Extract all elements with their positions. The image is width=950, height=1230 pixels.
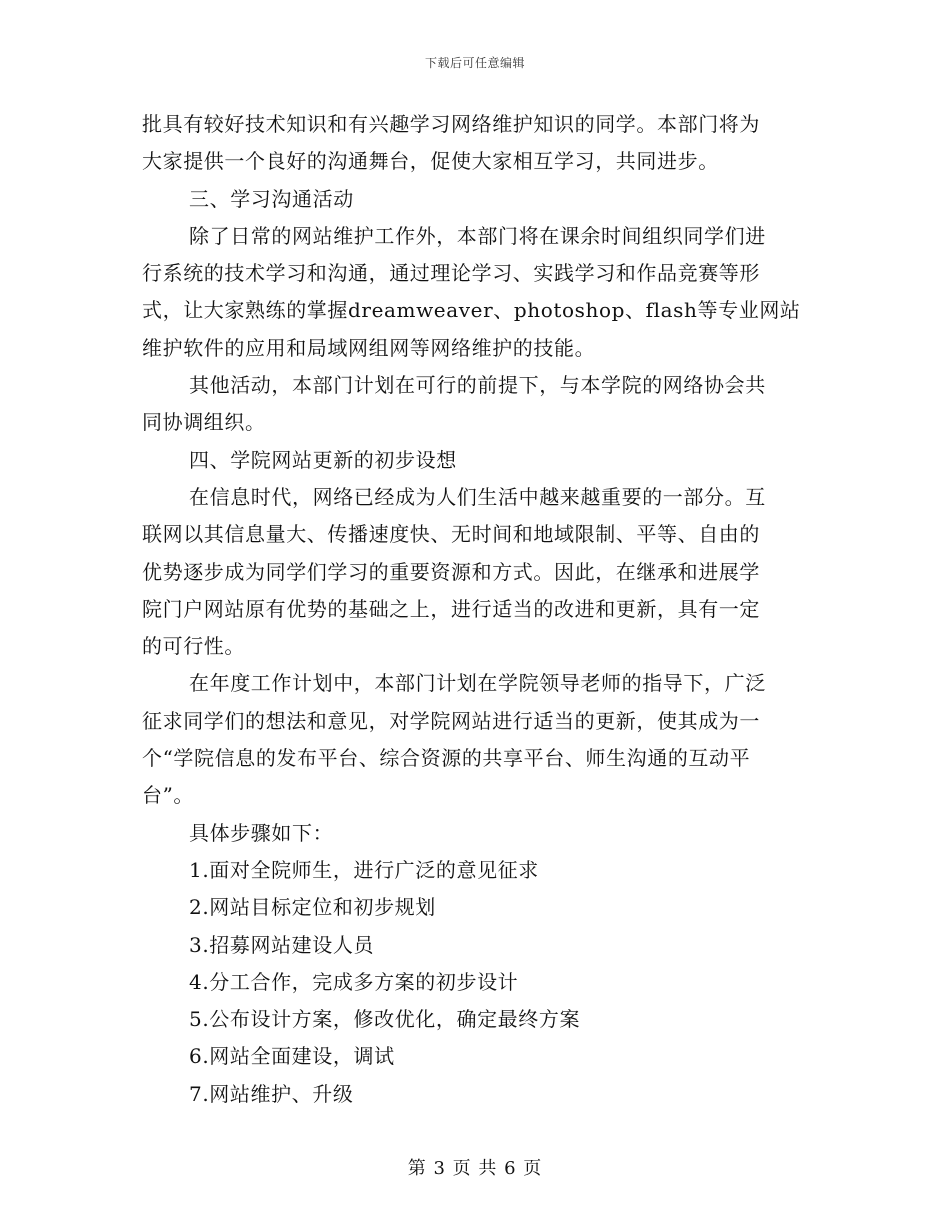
- list-item: 2.网站目标定位和初步规划: [189, 895, 436, 920]
- list-item: 1.面对全院师生，进行广泛的意见征求: [189, 857, 539, 882]
- paragraph-line: 联网以其信息量大、传播速度快、无时间和地域限制、平等、自由的: [142, 522, 760, 547]
- list-intro: 具体步骤如下：: [189, 820, 334, 845]
- paragraph-line: 的可行性。: [142, 634, 245, 659]
- section-heading: 三、学习沟通活动: [189, 186, 354, 211]
- list-item: 6.网站全面建设，调试: [189, 1044, 395, 1069]
- page-number-footer: 第 3 页 共 6 页: [407, 1158, 543, 1179]
- paragraph-line: 征求同学们的想法和意见，对学院网站进行适当的更新，使其成为一: [142, 708, 760, 733]
- paragraph-line: 行系统的技术学习和沟通，通过理论学习、实践学习和作品竞赛等形: [142, 261, 760, 286]
- paragraph-line: 优势逐步成为同学们学习的重要资源和方式。因此，在继承和进展学: [142, 559, 760, 584]
- paragraph-line: 其他活动，本部门计划在可行的前提下，与本学院的网络协会共: [189, 373, 766, 398]
- paragraph-line: 批具有较好技术知识和有兴趣学习网络维护知识的同学。本部门将为: [142, 112, 760, 136]
- list-item: 7.网站维护、升级: [189, 1081, 354, 1106]
- paragraph-line: 台”。: [142, 783, 195, 808]
- paragraph-line: 同协调组织。: [142, 410, 266, 435]
- paragraph-line: 式，让大家熟练的掌握dreamweaver、photoshop、flash等专业网站: [142, 298, 801, 323]
- paragraph-line: 维护软件的应用和局域网组网等网络维护的技能。: [142, 335, 596, 360]
- list-item: 5.公布设计方案，修改优化，确定最终方案: [189, 1007, 581, 1032]
- paragraph-line: 除了日常的网站维护工作外，本部门将在课余时间组织同学们进: [189, 223, 766, 248]
- document-body: [142, 106, 802, 1113]
- paragraph-line: 院门户网站原有优势的基础之上，进行适当的改进和更新，具有一定: [142, 596, 760, 621]
- section-heading: 四、学院网站更新的初步设想: [189, 447, 457, 472]
- paragraph-line: 在年度工作计划中，本部门计划在学院领导老师的指导下，广泛: [189, 671, 766, 696]
- paragraph-line: 在信息时代，网络已经成为人们生活中越来越重要的一部分。互: [189, 484, 766, 509]
- paragraph-line: 个“学院信息的发布平台、综合资源的共享平台、师生沟通的互动平: [142, 746, 751, 771]
- paragraph-line: 大家提供一个良好的沟通舞台，促使大家相互学习，共同进步。: [142, 149, 719, 174]
- list-item: 4.分工合作，完成多方案的初步设计: [189, 969, 519, 994]
- list-item: 3.招募网站建设人员: [189, 932, 375, 957]
- page-header-note: 下载后可任意编辑: [424, 56, 525, 70]
